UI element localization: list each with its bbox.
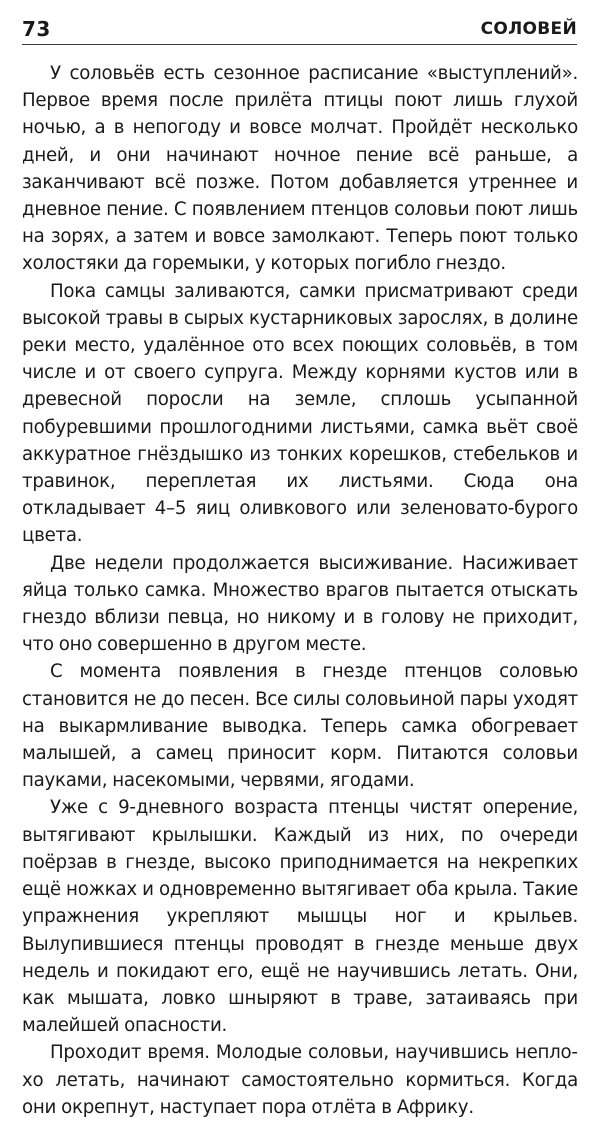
paragraph-incubation: Две недели продолжается высиживание. Насиживает яйца только самка. Множество врагов пытается отыскать гнездо вблизи певца, но никому и в голову не приходит, что оно совершенно в другом месте. <box>22 552 578 656</box>
paragraph-fledglings: Уже с 9-дневного возраста птенцы чистят оперение, вытягивают крылышки. Каждый из них, по очереди поёрзав в гнезде, высоко приподнимается на некрепких ещё ножках и одновременно вытягивает оба крыла. Такие упражнения укрепляют мышцы ног и крыльев. Вылупившиеся птенцы проводят в гнезде меньше двух недель и покидают его, ещё не научившись летать. Они, как мышата, ловко шныряют в траве, затаиваясь при малейшей опасности. <box>22 797 578 1037</box>
paragraph-feeding: С момента появления в гнезде птенцов соловью становится не до песен. Все силы соловьиной пары уходят на выкармливание выводка. Теперь самка обогревает малышей, а самец приносит корм. Питаются соловьи пауками, насекомыми, червями, ягодами. <box>22 661 578 792</box>
body-text <box>22 60 578 1121</box>
paragraph-nest-building: Пока самцы заливаются, самки присматривают среди высокой травы в сырых кустарниковых зарослях, в долине реки место, удалённое ото всех поющих соловьёв, в том числе и от своего супруга. Между корнями кустов или в древесной поросли на земле, сплошь усыпанной побуревшими прошлогодними листьями, самка вьёт своё аккуратное гнёздышко из тонких корешков, стебельков и травинок, переплетая их листьями. Сюда она откладывает 4–5 яиц оливкового или зеленовато-бурого цвета. <box>22 280 578 547</box>
page-number: 73 <box>22 17 51 41</box>
page-header <box>22 14 577 45</box>
paragraph-singing-schedule: У соловьёв есть сезонное расписание «выступлений». Первое время после прилёта птицы поют лишь глухой ночью, а в непогоду и вовсе молчат. Пройдёт несколько дней, и они начинают ночное пение всё раньше, а заканчивают всё позже. Потом добавляется утреннее и дневное пение. С появлением птенцов соловьи поют лишь на зорях, а затем и вовсе замолкают. Теперь поют только холостяки да горемыки, у которых погибло гнездо. <box>22 63 578 275</box>
paragraph-migration: Проходит время. Молодые соловьи, научившись неплохо летать, начинают самостоятельно кормиться. Когда они окрепнут, наступает пора отлёта в Африку. <box>22 1042 578 1118</box>
running-title: СОЛОВЕЙ <box>480 19 577 39</box>
